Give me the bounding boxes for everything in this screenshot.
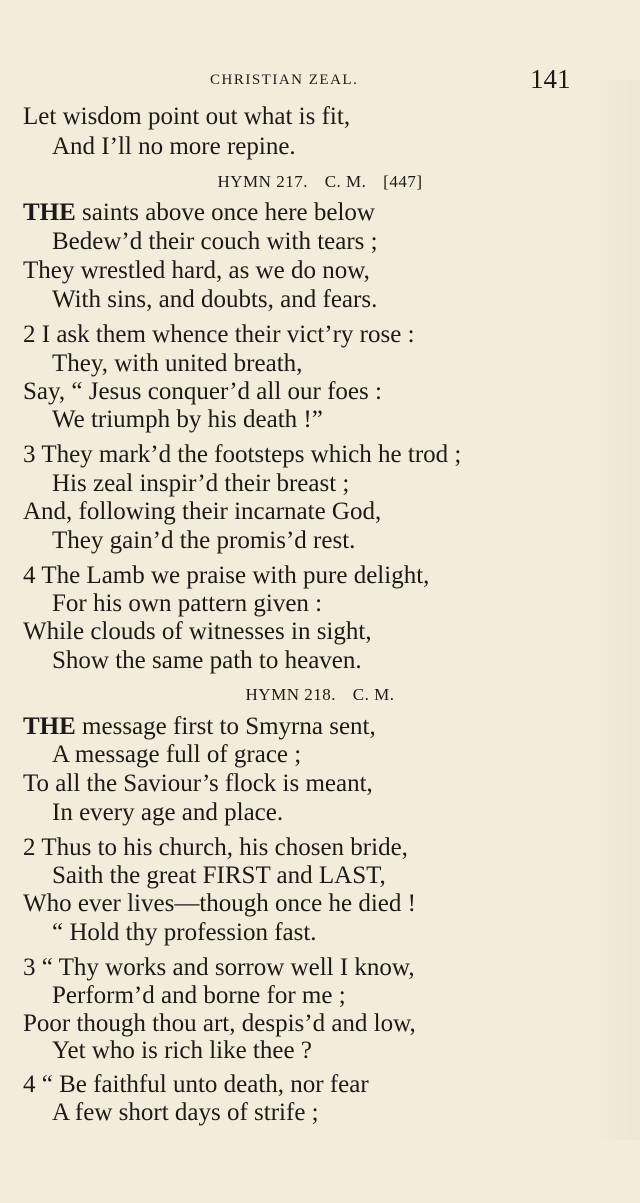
hymn-line: They, with united breath, xyxy=(52,350,303,377)
hymn-line xyxy=(23,199,375,227)
hymn-line: Yet who is rich like thee ? xyxy=(52,1037,312,1064)
drop-word: THE xyxy=(23,199,76,226)
hymn-line: They wrestled hard, as we do now, xyxy=(23,257,370,284)
hymn-line: And, following their incarnate God, xyxy=(23,498,382,525)
line-text: “ Be faithful unto death, nor fear xyxy=(41,1071,369,1098)
hymn-line: Bedew’d their couch with tears ; xyxy=(52,228,378,255)
stanza-number: 4 xyxy=(23,562,36,589)
stanza-number: 3 xyxy=(23,954,36,981)
hymn-line: While clouds of witnesses in sight, xyxy=(23,618,372,645)
hymn-line xyxy=(23,562,429,590)
facing-page-bleed xyxy=(592,80,640,1140)
hymn-line: For his own pattern given : xyxy=(52,590,323,617)
page-header xyxy=(0,62,640,98)
hymn-line: Saith the great FIRST and LAST, xyxy=(52,862,386,889)
line-text: The Lamb we praise with pure delight, xyxy=(41,562,430,589)
stanza-number: 3 xyxy=(23,441,36,468)
hymn-line: Perform’d and borne for me ; xyxy=(52,982,346,1009)
hymn-line: A few short days of strife ; xyxy=(52,1099,319,1126)
stanza-number: 2 xyxy=(23,834,36,861)
hymn-line: Poor though thou art, despis’d and low, xyxy=(23,1010,416,1037)
line-text: “ Thy works and sorrow well I know, xyxy=(41,954,415,981)
hymn-line xyxy=(23,954,415,982)
hymn-line: Show the same path to heaven. xyxy=(52,647,362,674)
hymn-line: We triumph by his death !” xyxy=(52,406,323,433)
hymn-heading xyxy=(0,685,640,705)
hymn-line xyxy=(23,834,408,862)
hymn-line xyxy=(23,1071,369,1099)
hymn-line xyxy=(23,441,461,469)
hymn-line: A message full of grace ; xyxy=(52,741,302,768)
hymn-heading xyxy=(0,172,640,192)
hymn-line: In every age and place. xyxy=(52,799,284,826)
hymn-line: They gain’d the promis’d rest. xyxy=(52,527,356,554)
line-text: saints above once here below xyxy=(75,199,375,226)
hymn-line: Who ever lives—though once he died ! xyxy=(23,890,416,917)
line-text: Thus to his church, his chosen bride, xyxy=(41,834,408,861)
drop-word: THE xyxy=(23,713,76,740)
line-text: They mark’d the footsteps which he trod ; xyxy=(41,441,462,468)
hymn-meter: C. M. xyxy=(324,172,367,191)
hymn-line: “ Hold thy profession fast. xyxy=(52,919,317,946)
hymn-line: To all the Saviour’s flock is meant, xyxy=(23,770,373,797)
hymn-line: His zeal inspir’d their breast ; xyxy=(52,470,350,497)
hymn-number: HYMN 217. xyxy=(217,172,308,191)
hymn-line xyxy=(23,713,376,741)
hymn-line: With sins, and doubts, and fears. xyxy=(52,286,378,313)
stanza-number: 4 xyxy=(23,1071,36,1098)
hymn-number: HYMN 218. xyxy=(245,685,336,704)
carryover-line: Let wisdom point out what is fit, xyxy=(23,103,351,130)
running-title: CHRISTIAN ZEAL. xyxy=(210,72,359,88)
hymn-line xyxy=(23,321,415,349)
carryover-line: And I’ll no more repine. xyxy=(52,133,296,160)
hymn-meter: C. M. xyxy=(352,685,395,704)
page-number: 141 xyxy=(530,64,571,94)
line-text: message first to Smyrna sent, xyxy=(75,713,376,740)
line-text: I ask them whence their vict’ry rose : xyxy=(41,321,415,348)
stanza-number: 2 xyxy=(23,321,36,348)
hymn-line: Say, “ Jesus conquer’d all our foes : xyxy=(23,378,382,405)
hymn-reference: [447] xyxy=(383,172,423,191)
